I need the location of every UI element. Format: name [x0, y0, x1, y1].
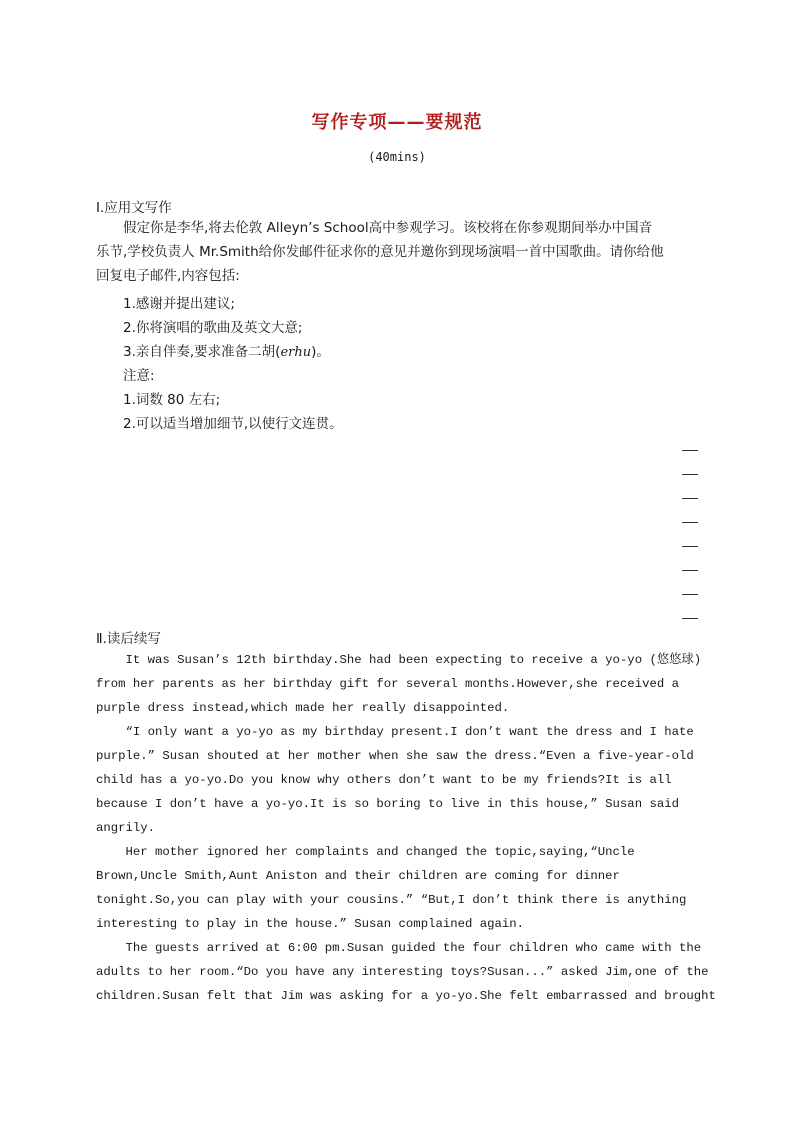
- answer-line: [682, 570, 698, 571]
- story-line: Brown,Uncle Smith,Aunt Aniston and their children are coming for dinner: [96, 869, 620, 883]
- story-line: child has a yo-yo.Do you know why others don’t want to be my friends?It is all: [96, 773, 672, 787]
- prompt-line: 乐节,学校负责人 Mr.Smith给你发邮件征求你的意见并邀你到现场演唱一首中国歌曲。请你给他: [96, 244, 664, 260]
- requirement-item-tail: )。: [311, 344, 330, 360]
- story-line: The guests arrived at 6:00 pm.Susan guided the four children who came with the: [96, 941, 702, 955]
- requirement-item: 1.感谢并提出建议;: [123, 296, 235, 312]
- answer-line: [682, 450, 698, 451]
- note-item: 2.可以适当增加细节,以使行文连贯。: [123, 416, 343, 432]
- story-line: purple dress instead,which made her really disappointed.: [96, 701, 510, 715]
- story-passage: [96, 648, 716, 1008]
- prompt-line: 回复电子邮件,内容包括:: [96, 268, 240, 284]
- story-line: because I don’t have a yo-yo.It is so boring to live in this house,” Susan said: [96, 797, 679, 811]
- answer-line: [682, 474, 698, 475]
- story-line: “I only want a yo-yo as my birthday present.I don’t want the dress and I hate: [96, 725, 694, 739]
- page-title: 写作专项——要规范: [311, 112, 483, 133]
- section2-heading: Ⅱ.读后续写: [96, 631, 161, 647]
- note-item: 1.词数 80 左右;: [123, 392, 221, 408]
- story-line: from her parents as her birthday gift for several months.However,she received a: [96, 677, 679, 691]
- story-line: interesting to play in the house.” Susan complained again.: [96, 917, 525, 931]
- answer-line: [682, 498, 698, 499]
- answer-line: [682, 594, 698, 595]
- section1-heading: Ⅰ.应用文写作: [96, 200, 172, 216]
- story-line: children.Susan felt that Jim was asking for a yo-yo.She felt embarrassed and brought: [96, 989, 716, 1003]
- story-line: angrily.: [96, 821, 156, 835]
- erhu-italic: erhu: [280, 345, 312, 360]
- requirement-item: [123, 340, 330, 360]
- time-limit: (40mins): [368, 150, 426, 164]
- notes-label: 注意:: [123, 368, 155, 384]
- story-line: Her mother ignored her complaints and changed the topic,saying,“Uncle: [96, 845, 635, 859]
- prompt-line: 假定你是李华,将去伦敦 Alleyn’s School高中参观学习。该校将在你参观期间举办中国音: [123, 220, 653, 236]
- story-line: tonight.So,you can play with your cousins.” “But,I don’t think there is anything: [96, 893, 687, 907]
- answer-line: [682, 618, 698, 619]
- requirement-item-text: 3.亲自伴奏,要求准备二胡(: [123, 344, 281, 360]
- story-line: adults to her room.“Do you have any interesting toys?Susan...” asked Jim,one of the: [96, 965, 709, 979]
- answer-line: [682, 546, 698, 547]
- section1-prompt: [96, 216, 696, 288]
- requirement-item: 2.你将演唱的歌曲及英文大意;: [123, 320, 303, 336]
- story-line: It was Susan’s 12th birthday.She had been expecting to receive a yo-yo (悠悠球): [96, 653, 702, 667]
- story-line: purple.” Susan shouted at her mother when she saw the dress.“Even a five-year-old: [96, 749, 694, 763]
- answer-line: [682, 522, 698, 523]
